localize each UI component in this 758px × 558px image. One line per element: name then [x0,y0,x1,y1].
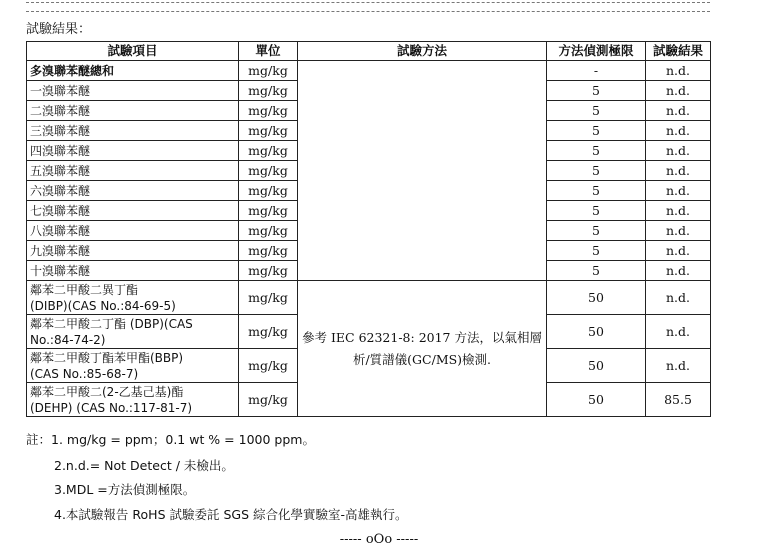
mdl: 5 [547,221,646,241]
mdl: - [547,61,646,81]
mdl: 50 [547,315,646,349]
unit: mg/kg [239,101,298,121]
test-item-line1: 鄰苯二甲酸丁酯苯甲酯(BBP) [30,350,184,365]
test-item: 十溴聯苯醚 [27,261,239,281]
unit: mg/kg [239,121,298,141]
test-method-line2: 析/質譜儀(GC/MS)檢測. [352,351,492,367]
result: n.d. [646,349,711,383]
test-item [27,315,239,349]
test-item [27,383,239,417]
unit: mg/kg [239,241,298,261]
test-item: 二溴聯苯醚 [27,101,239,121]
unit: mg/kg [239,61,298,81]
mdl: 5 [547,81,646,101]
mdl: 5 [547,241,646,261]
result: n.d. [646,141,711,161]
unit: mg/kg [239,181,298,201]
test-item: 多溴聯苯醚總和 [27,61,239,81]
header-mdl: 方法偵測極限 [547,42,646,61]
result: n.d. [646,161,711,181]
result: n.d. [646,61,711,81]
results-table [26,41,711,417]
test-method-line1: 參考 IEC 62321-8: 2017 方法，以氣相層 [302,329,542,345]
test-item: 四溴聯苯醚 [27,141,239,161]
result: n.d. [646,241,711,261]
note-1: 註：1. mg/kg = ppm；0.1 wt % = 1000 ppm。 [26,432,315,447]
note-3: 3.MDL =方法偵測極限。 [54,482,196,497]
test-item-line1: 鄰苯二甲酸二(2-乙基己基)酯 [30,384,184,399]
note-2: 2.n.d.= Not Detect / 未檢出。 [54,458,234,473]
table-row [27,61,711,81]
test-item-line2: (CAS No.:85-68-7) [30,366,139,381]
mdl: 5 [547,261,646,281]
mdl: 5 [547,141,646,161]
unit: mg/kg [239,261,298,281]
test-item: 七溴聯苯醚 [27,201,239,221]
unit: mg/kg [239,81,298,101]
table-header-row [27,42,711,61]
mdl: 5 [547,121,646,141]
unit: mg/kg [239,383,298,417]
table-row [27,281,711,315]
header-test-item: 試驗項目 [27,42,239,61]
unit: mg/kg [239,201,298,221]
test-item: 一溴聯苯醚 [27,81,239,101]
test-item-line1: 鄰苯二甲酸二異丁酯 [30,282,139,297]
unit: mg/kg [239,141,298,161]
test-item-line2: (DEHP) (CAS No.:117-81-7) [30,400,193,415]
result: n.d. [646,221,711,241]
unit: mg/kg [239,349,298,383]
section-heading: 試驗結果： [26,22,92,37]
result: n.d. [646,121,711,141]
result: n.d. [646,201,711,221]
test-item-line2: No.:84-74-2) [30,332,106,347]
mdl: 50 [547,281,646,315]
result: n.d. [646,81,711,101]
mdl: 50 [547,383,646,417]
mdl: 5 [547,181,646,201]
test-item-line1: 鄰苯二甲酸二丁酯 (DBP)(CAS [30,316,193,331]
test-item: 八溴聯苯醚 [27,221,239,241]
unit: mg/kg [239,161,298,181]
result: n.d. [646,281,711,315]
unit: mg/kg [239,221,298,241]
end-of-report-mark: ----- oOo ----- [339,532,419,547]
header-unit: 單位 [239,42,298,61]
test-item: 五溴聯苯醚 [27,161,239,181]
result: n.d. [646,101,711,121]
header-result: 試驗結果 [646,42,711,61]
top-divider [26,2,710,12]
test-item-line2: (DIBP)(CAS No.:84-69-5) [30,298,176,313]
test-item: 三溴聯苯醚 [27,121,239,141]
mdl: 5 [547,101,646,121]
test-method [298,281,547,417]
header-test-method: 試驗方法 [298,42,547,61]
unit: mg/kg [239,281,298,315]
mdl: 5 [547,161,646,181]
mdl: 5 [547,201,646,221]
unit: mg/kg [239,315,298,349]
result: 85.5 [646,383,711,417]
result: n.d. [646,315,711,349]
method-blank [298,61,547,281]
result: n.d. [646,261,711,281]
result: n.d. [646,181,711,201]
test-item [27,349,239,383]
test-item: 九溴聯苯醚 [27,241,239,261]
test-item [27,281,239,315]
test-item: 六溴聯苯醚 [27,181,239,201]
note-4: 4.本試驗報告 RoHS 試驗委託 SGS 綜合化學實驗室-高雄執行。 [54,507,408,522]
mdl: 50 [547,349,646,383]
